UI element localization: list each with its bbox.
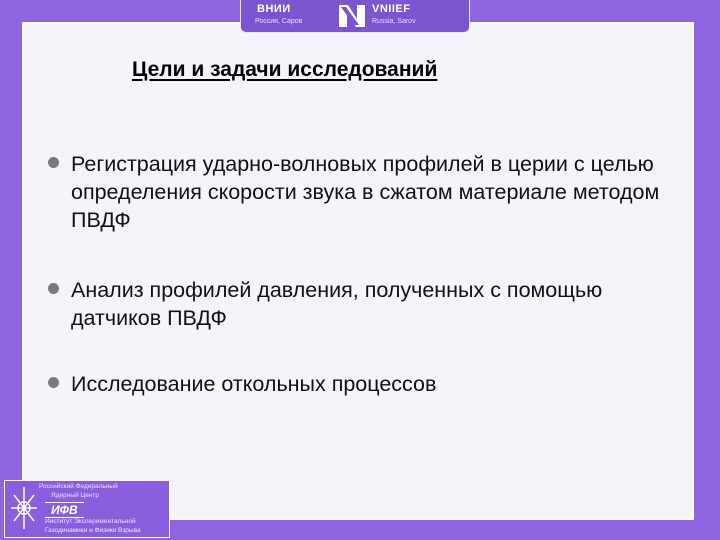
ifv-footer-logo — [4, 480, 170, 538]
bullet-dot-icon — [48, 377, 59, 388]
footer-line-3: Институт Экспериментальной — [45, 518, 136, 525]
bullet-text: Анализ профилей давления, полученных с помощью датчиков ПВДФ — [71, 278, 603, 330]
bullet-dot-icon — [48, 157, 59, 168]
logo-text-vnii: ВНИИ — [257, 3, 291, 15]
logo-subtext-en: Russia, Sarov — [372, 18, 416, 25]
vniief-emblem-icon — [335, 1, 369, 31]
slide-title: Цели и задачи исследований — [132, 58, 438, 81]
footer-line-1: Российский Федеральный — [39, 483, 118, 490]
footer-line-4: Газодинамики и Физики Взрыва — [45, 527, 141, 534]
bullet-dot-icon — [48, 283, 59, 294]
bullet-text: Исследование откольных процессов — [71, 372, 437, 396]
starburst-emblem-icon — [9, 483, 39, 533]
slide-panel — [22, 22, 694, 520]
footer-brand: ИФВ — [45, 502, 84, 518]
logo-subtext-ru: Россия, Саров — [255, 18, 303, 25]
bullet-text: Регистрация ударно-волновых профилей в церии с целью определения скорости звука в сжатом материале методом ПВДФ — [71, 152, 660, 232]
logo-text-vniief: VNIIEF — [372, 3, 411, 15]
footer-line-2: Ядерный Центр — [51, 492, 100, 499]
vniief-header-logo — [240, 0, 470, 33]
